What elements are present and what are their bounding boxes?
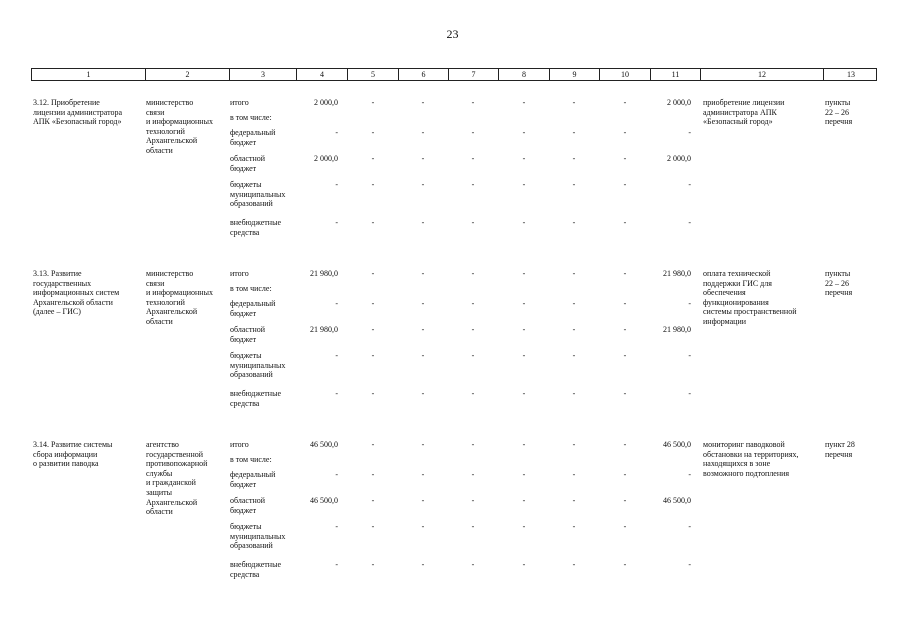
amount-year: -: [421, 351, 425, 360]
amount-year: -: [522, 560, 526, 569]
amount-final-year: 21 980,0: [663, 269, 691, 278]
amount-year: -: [371, 269, 375, 278]
amount-final-year: 2 000,0: [667, 154, 691, 163]
funding-source-label: федеральный бюджет: [230, 299, 276, 318]
amount-total: -: [335, 180, 338, 189]
column-number: 7: [449, 69, 499, 80]
funding-source-label: областной бюджет: [230, 154, 266, 173]
amount-total: -: [335, 218, 338, 227]
measure-name: 3.14. Развитие системы сбора информации о развитии паводка: [33, 440, 113, 469]
amount-year: -: [371, 128, 375, 137]
amount-final-year: -: [688, 351, 691, 360]
amount-year: -: [623, 325, 627, 334]
amount-total: 2 000,0: [314, 98, 338, 107]
amount-year: -: [421, 496, 425, 505]
amount-final-year: 2 000,0: [667, 98, 691, 107]
amount-year: -: [572, 269, 576, 278]
amount-year: -: [623, 560, 627, 569]
amount-final-year: -: [688, 299, 691, 308]
executor-name: агентство государственной противопожарной службы и гражданской защиты Архангельской области: [146, 440, 208, 517]
amount-year: -: [522, 470, 526, 479]
executor-name: министерство связи и информационных технологий Архангельской области: [146, 98, 213, 155]
amount-year: -: [421, 299, 425, 308]
amount-year: -: [623, 299, 627, 308]
amount-year: -: [623, 351, 627, 360]
amount-year: -: [471, 325, 475, 334]
column-number: 3: [230, 69, 297, 80]
amount-year: -: [421, 154, 425, 163]
amount-final-year: -: [688, 470, 691, 479]
amount-total: -: [335, 128, 338, 137]
executor-name: министерство связи и информационных технологий Архангельской области: [146, 269, 213, 326]
amount-total: -: [335, 351, 338, 360]
amount-year: -: [522, 496, 526, 505]
amount-year: -: [522, 325, 526, 334]
page-number: 23: [446, 27, 459, 41]
amount-year: -: [371, 560, 375, 569]
funding-source-label: федеральный бюджет: [230, 128, 276, 147]
amount-total: -: [335, 522, 338, 531]
measure-entry: [0, 269, 905, 419]
amount-year: -: [522, 218, 526, 227]
amount-final-year: -: [688, 128, 691, 137]
amount-year: -: [623, 440, 627, 449]
amount-year: -: [371, 154, 375, 163]
column-number: 10: [600, 69, 651, 80]
amount-year: -: [623, 522, 627, 531]
amount-year: -: [421, 389, 425, 398]
amount-final-year: -: [688, 560, 691, 569]
amount-year: -: [421, 180, 425, 189]
column-number: 13: [847, 70, 855, 79]
amount-year: -: [421, 470, 425, 479]
amount-year: -: [572, 440, 576, 449]
amount-year: -: [421, 128, 425, 137]
amount-year: -: [572, 470, 576, 479]
amount-total: -: [335, 299, 338, 308]
item-reference: пункт 28 перечня: [825, 440, 855, 459]
amount-final-year: -: [688, 522, 691, 531]
amount-year: -: [471, 496, 475, 505]
amount-year: -: [572, 560, 576, 569]
amount-year: -: [371, 389, 375, 398]
funding-source-label: итого: [230, 269, 249, 278]
amount-year: -: [572, 522, 576, 531]
amount-year: -: [623, 470, 627, 479]
column-number: 6: [399, 69, 449, 80]
amount-year: -: [623, 154, 627, 163]
amount-total: 46 500,0: [310, 496, 338, 505]
amount-year: -: [471, 218, 475, 227]
amount-year: -: [623, 389, 627, 398]
amount-year: -: [371, 470, 375, 479]
amount-year: -: [371, 180, 375, 189]
column-number: 12: [701, 69, 824, 80]
amount-year: -: [471, 440, 475, 449]
expected-result: мониторинг паводковой обстановки на территориях, находящихся в зоне возможного подтопления: [703, 440, 799, 478]
amount-year: -: [522, 351, 526, 360]
funding-source-label: внебюджетные средства: [230, 560, 281, 579]
amount-year: -: [522, 180, 526, 189]
column-number: 11: [651, 69, 701, 80]
amount-year: -: [371, 496, 375, 505]
amount-year: -: [371, 325, 375, 334]
column-number: 9: [550, 69, 600, 80]
amount-year: -: [371, 522, 375, 531]
column-number: 2: [146, 69, 230, 80]
measure-name: 3.13. Развитие государственных информационных систем Архангельской области (далее – ГИС): [33, 269, 120, 317]
amount-total: 21 980,0: [310, 325, 338, 334]
column-number-header: [31, 68, 877, 81]
amount-year: -: [572, 496, 576, 505]
funding-source-label: бюджеты муниципальных образований: [230, 351, 286, 380]
amount-total: -: [335, 470, 338, 479]
funding-source-label: бюджеты муниципальных образований: [230, 522, 286, 551]
amount-final-year: -: [688, 218, 691, 227]
amount-year: -: [421, 218, 425, 227]
amount-year: -: [421, 325, 425, 334]
amount-year: -: [471, 351, 475, 360]
amount-year: -: [471, 128, 475, 137]
amount-year: -: [572, 98, 576, 107]
funding-source-label: внебюджетные средства: [230, 389, 281, 408]
amount-year: -: [572, 351, 576, 360]
measure-name: 3.12. Приобретение лицензии администратора АПК «Безопасный город»: [33, 98, 123, 127]
funding-source-label: в том числе:: [230, 113, 272, 122]
amount-year: -: [421, 269, 425, 278]
expected-result: оплата технической поддержки ГИС для обеспечения функционирования системы пространственной информации: [703, 269, 797, 326]
amount-year: -: [522, 269, 526, 278]
amount-year: -: [623, 269, 627, 278]
amount-total: 21 980,0: [310, 269, 338, 278]
amount-final-year: 46 500,0: [663, 496, 691, 505]
measure-entry: [0, 440, 905, 590]
amount-final-year: -: [688, 389, 691, 398]
amount-year: -: [371, 98, 375, 107]
column-number: 8: [499, 69, 550, 80]
amount-year: -: [572, 180, 576, 189]
amount-year: -: [522, 440, 526, 449]
amount-final-year: -: [688, 180, 691, 189]
amount-final-year: 46 500,0: [663, 440, 691, 449]
amount-year: -: [421, 560, 425, 569]
amount-year: -: [471, 299, 475, 308]
amount-year: -: [522, 98, 526, 107]
amount-year: -: [471, 389, 475, 398]
funding-source-label: в том числе:: [230, 284, 272, 293]
funding-source-label: областной бюджет: [230, 496, 266, 515]
item-reference: пункты 22 – 26 перечня: [825, 98, 853, 127]
amount-final-year: 21 980,0: [663, 325, 691, 334]
amount-year: -: [522, 128, 526, 137]
expected-result: приобретение лицензии администратора АПК «Безопасный город»: [703, 98, 785, 127]
amount-year: -: [572, 325, 576, 334]
amount-year: -: [471, 470, 475, 479]
funding-source-label: итого: [230, 98, 249, 107]
amount-year: -: [522, 154, 526, 163]
amount-year: -: [371, 299, 375, 308]
amount-year: -: [623, 128, 627, 137]
funding-source-label: в том числе:: [230, 455, 272, 464]
column-number: 5: [348, 69, 399, 80]
funding-source-label: федеральный бюджет: [230, 470, 276, 489]
amount-year: -: [371, 351, 375, 360]
amount-year: -: [572, 218, 576, 227]
amount-year: -: [623, 98, 627, 107]
funding-source-label: бюджеты муниципальных образований: [230, 180, 286, 209]
amount-year: -: [421, 440, 425, 449]
amount-year: -: [471, 180, 475, 189]
amount-year: -: [471, 522, 475, 531]
measure-entry: [0, 98, 905, 248]
amount-total: 2 000,0: [314, 154, 338, 163]
amount-year: -: [522, 299, 526, 308]
column-number: 1: [32, 69, 146, 80]
item-reference: пункты 22 – 26 перечня: [825, 269, 853, 298]
amount-year: -: [623, 218, 627, 227]
amount-year: -: [572, 389, 576, 398]
amount-year: -: [471, 154, 475, 163]
amount-year: -: [572, 299, 576, 308]
amount-year: -: [371, 218, 375, 227]
amount-year: -: [371, 440, 375, 449]
amount-total: -: [335, 560, 338, 569]
amount-year: -: [623, 180, 627, 189]
amount-year: -: [471, 560, 475, 569]
amount-total: 46 500,0: [310, 440, 338, 449]
amount-year: -: [522, 389, 526, 398]
amount-total: -: [335, 389, 338, 398]
amount-year: -: [471, 269, 475, 278]
amount-year: -: [421, 522, 425, 531]
amount-year: -: [572, 154, 576, 163]
funding-source-label: внебюджетные средства: [230, 218, 281, 237]
amount-year: -: [623, 496, 627, 505]
amount-year: -: [471, 98, 475, 107]
funding-source-label: областной бюджет: [230, 325, 266, 344]
column-number: 4: [297, 69, 348, 80]
amount-year: -: [522, 522, 526, 531]
funding-source-label: итого: [230, 440, 249, 449]
amount-year: -: [421, 98, 425, 107]
amount-year: -: [572, 128, 576, 137]
